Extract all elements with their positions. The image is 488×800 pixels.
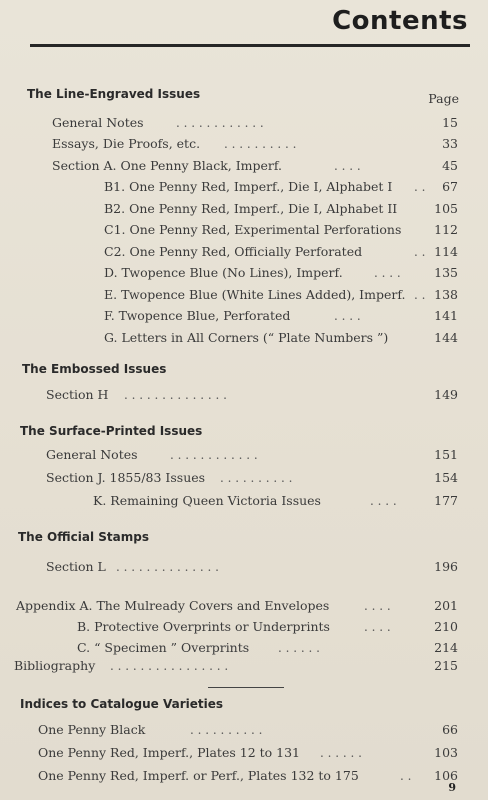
toc-entry: Appendix A. The Mulready Covers and Envelopes . . . . 201 [16,598,458,613]
toc-entry: One Penny Red, Imperf., Plates 12 to 131 . . . . . . 103 [38,745,458,760]
toc-entry: E. Twopence Blue (White Lines Added), Imperf. . . 138 [104,287,458,302]
toc-entry: C2. One Penny Red, Officially Perforated . . 114 [104,244,458,259]
toc-entry: General Notes . . . . . . . . . . . . 151 [46,447,458,462]
toc-entry: Essays, Die Proofs, etc. . . . . . . . . . . 33 [52,136,458,151]
section-heading-indices: Indices to Catalogue Varieties [20,697,224,711]
page-number: 9 [448,781,456,794]
toc-entry: Section J. 1855/83 Issues . . . . . . . . . . 154 [46,470,458,485]
section-heading-surface-printed: The Surface-Printed Issues [20,424,203,438]
page-title: Contents [332,6,468,36]
toc-entry: K. Remaining Queen Victoria Issues . . . . 177 [93,493,458,508]
toc-entry: C1. One Penny Red, Experimental Perforations 112 [104,222,458,237]
toc-entry: D. Twopence Blue (No Lines), Imperf. . . . . 135 [104,265,458,280]
toc-entry: Section H . . . . . . . . . . . . . . 149 [46,387,458,402]
section-heading-line-engraved: The Line-Engraved Issues [27,87,201,101]
toc-entry: General Notes . . . . . . . . . . . . 15 [52,115,458,130]
toc-entry: C. “ Specimen ” Overprints . . . . . . 214 [77,640,458,655]
toc-entry: One Penny Red, Imperf. or Perf., Plates 132 to 175 . . 106 [38,768,458,783]
title-rule [30,44,470,47]
toc-entry: B. Protective Overprints or Underprints . . . . 210 [77,619,458,634]
toc-entry: B1. One Penny Red, Imperf., Die I, Alphabet I . . 67 [104,179,458,194]
toc-entry: Section A. One Penny Black, Imperf. . . . . 45 [52,158,458,173]
separator-rule [208,687,284,688]
toc-entry: Bibliography . . . . . . . . . . . . . . . . 215 [14,658,458,673]
toc-entry: F. Twopence Blue, Perforated . . . . 141 [104,308,458,323]
toc-entry: B2. One Penny Red, Imperf., Die I, Alphabet II 105 [104,201,458,216]
page-column-header: Page [428,91,459,106]
section-heading-official: The Official Stamps [18,530,149,544]
toc-entry: Section L . . . . . . . . . . . . . . 196 [46,559,458,574]
toc-entry: One Penny Black . . . . . . . . . . 66 [38,722,458,737]
section-heading-embossed: The Embossed Issues [22,362,167,376]
toc-entry: G. Letters in All Corners (“ Plate Numbers ”) 144 [104,330,458,345]
